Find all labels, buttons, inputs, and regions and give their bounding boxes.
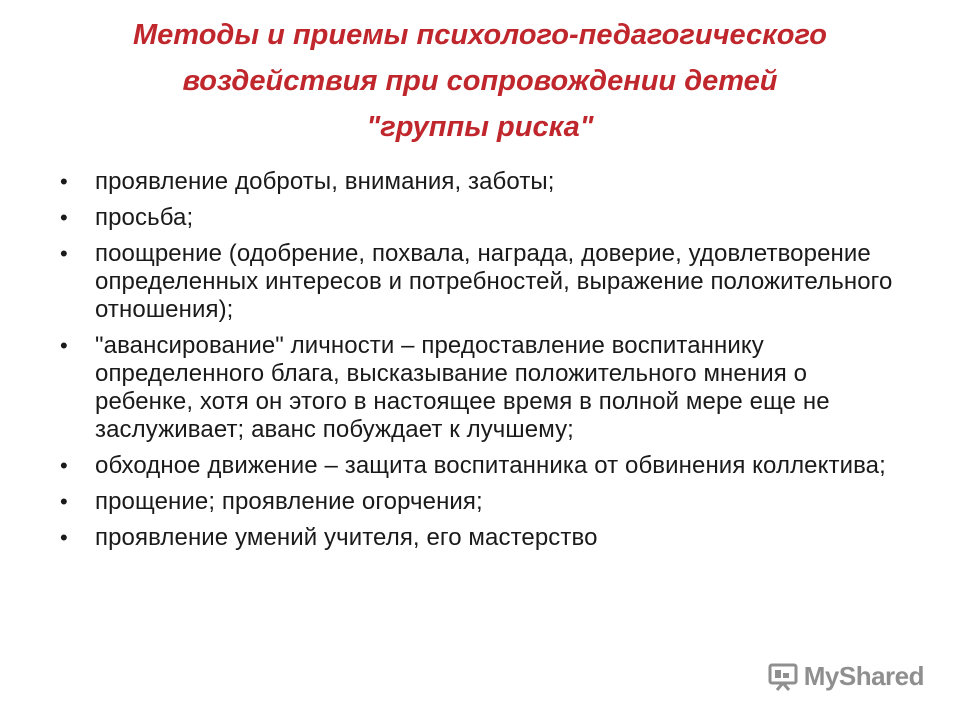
watermark-text: MyShared — [803, 661, 924, 691]
myshared-watermark[interactable] — [768, 661, 924, 692]
bullet-marker: • — [60, 333, 68, 358]
bullet-text: "авансирование" личности – предоставление воспитаннику определенного блага, высказывание положительного мнения о ребенке, хотя он этого в настоящее время в полной мере еще не заслуживает; аванс побуждает к лучшему; — [95, 332, 830, 443]
bullet-item — [60, 168, 910, 196]
bullet-item — [60, 240, 910, 324]
bullet-marker: • — [60, 241, 68, 266]
bullet-marker: • — [60, 489, 68, 514]
bullet-marker: • — [60, 453, 68, 478]
slide-title-line-1: Методы и приемы психолого-педагогического — [133, 19, 827, 51]
bullet-text: проявление доброты, внимания, заботы; — [95, 168, 555, 195]
bullet-item — [60, 524, 910, 552]
bullet-marker: • — [60, 525, 68, 550]
slide-title-line-2: воздействия при сопровождении детей — [182, 65, 778, 97]
bullet-text: прощение; проявление огорчения; — [95, 488, 483, 515]
bullet-item — [60, 488, 910, 516]
bullet-text: просьба; — [95, 204, 194, 231]
bullet-item — [60, 204, 910, 232]
bullet-list — [60, 168, 910, 560]
bullet-text: проявление умений учителя, его мастерство — [95, 524, 598, 551]
bullet-marker: • — [60, 205, 68, 230]
presentation-board-icon — [768, 662, 798, 692]
bullet-text: поощрение (одобрение, похвала, награда, доверие, удовлетворение определенных интересов и потребностей, выражение положительного отношения); — [95, 240, 893, 323]
slide-title — [60, 12, 900, 150]
slide-title-line-3: "группы риска" — [366, 111, 594, 143]
bullet-text: обходное движение – защита воспитанника от обвинения коллектива; — [95, 452, 886, 479]
bullet-item — [60, 332, 910, 444]
bullet-item — [60, 452, 910, 480]
bullet-marker: • — [60, 169, 68, 194]
